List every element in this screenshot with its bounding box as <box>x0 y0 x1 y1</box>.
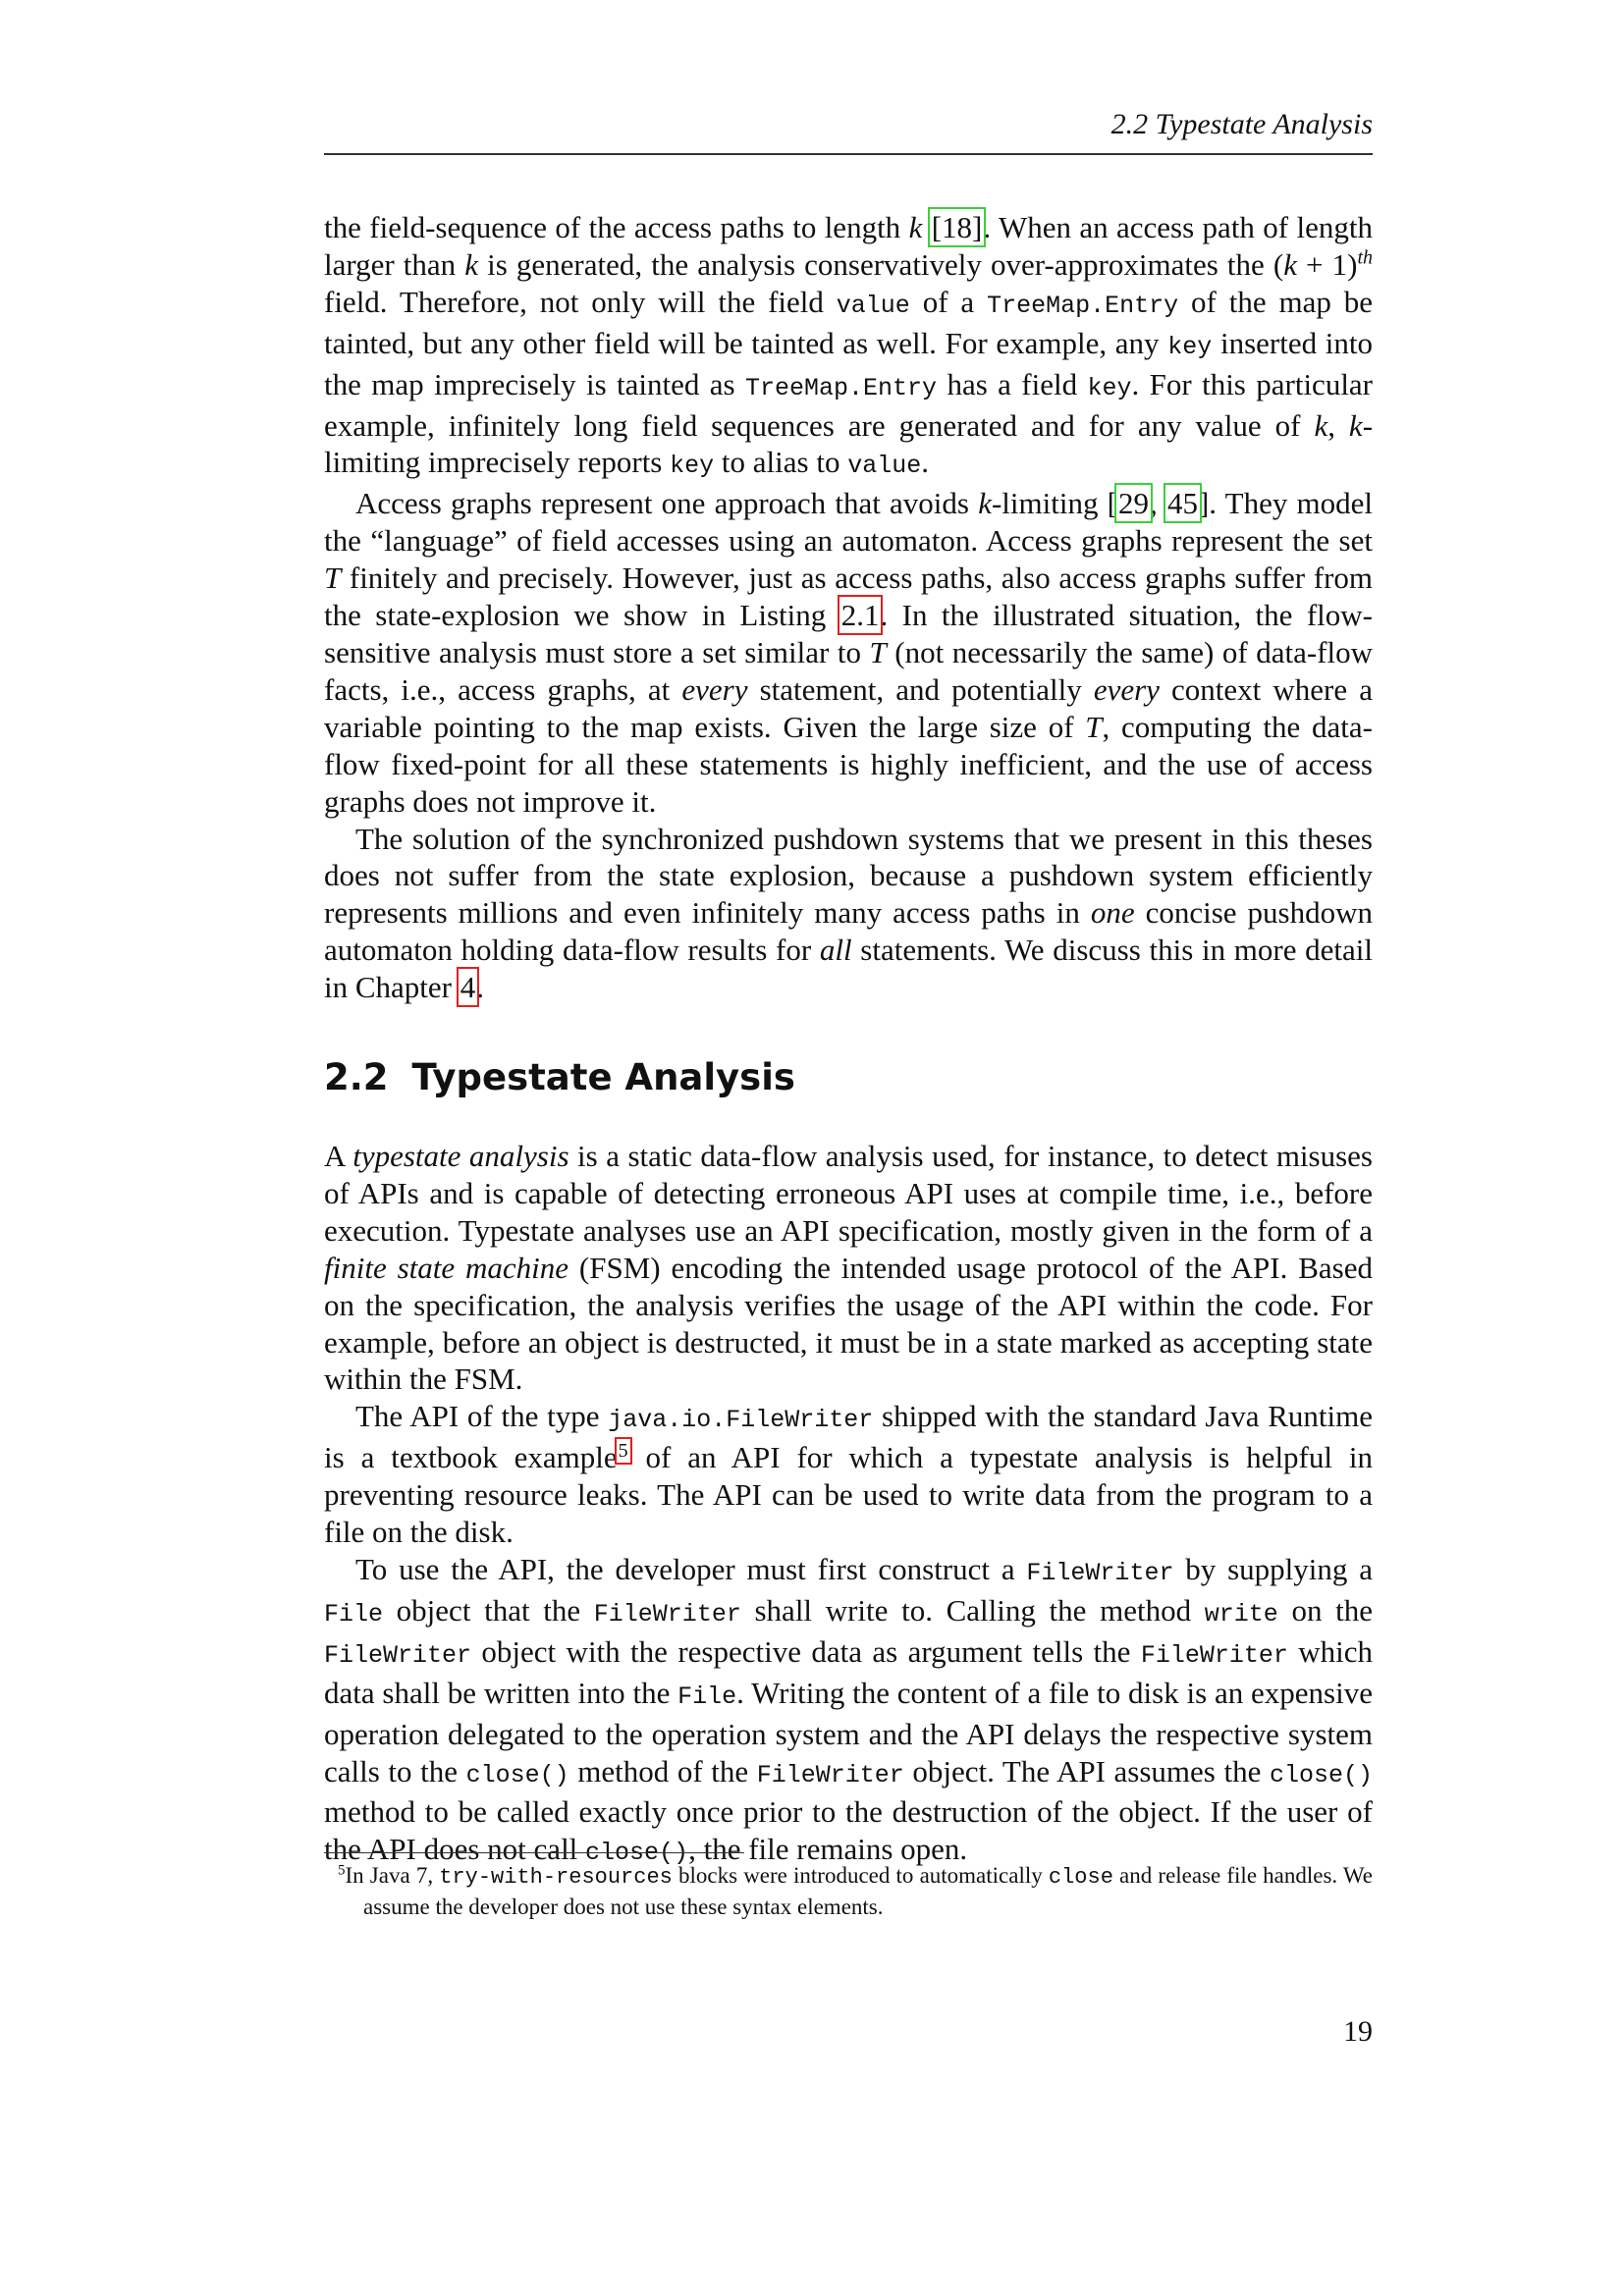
paragraph-typestate-definition: A typestate analysis is a static data-flow analysis used, for instance, to detect misuses of APIs and is capable of detecting erroneous API uses at compile time, i.e., before execution. Typestate analyses use an API specification, mostly given in the form of a finite state machine (FSM) encoding the intended usage protocol of the API. Based on the specification, the analysis verifies the usage of the API within the code. For example, before an object is destructed, it must be in a state marked as accepting state within the FSM. <box>324 1139 1374 1397</box>
citation-link[interactable]: 45 <box>1166 486 1198 521</box>
paragraph-pushdown-systems: The solution of the synchronized pushdown systems that we present in this theses does not suffer from the state explosion, because a pushdown system efficiently represents millions and even infinitely many access paths in one concise pushdown automaton holding data-flow results for all statements. We discuss this in more detail in Chapter 4. <box>324 821 1374 1005</box>
citation-link[interactable]: [18] <box>931 210 983 244</box>
paragraph-filewriter-example: The API of the type java.io.FileWriter shipped with the standard Java Runtime is a textbook example$^5$ of an API for which a typestate analysis is helpful in preventing resource leaks. The API can be used to write data from the program to a file on the disk. <box>324 1399 1374 1550</box>
section-heading <box>324 1055 1373 1100</box>
main-text <box>324 209 1373 1872</box>
chapter-reference-link[interactable]: 4 <box>460 970 476 1005</box>
footnote-reference-link[interactable]: 5 <box>618 1439 628 1462</box>
paragraph-access-graphs: Access graphs represent one approach that avoids k-limiting [29, 45]. They model the “language” of field accesses using an automaton. Access graphs represent the set T finitely and precisely. However, just as access paths, also access graphs suffer from the state-explosion we show in Listing 2.1. In the illustrated situation, the flow-sensitive analysis must store a set similar to T (not necessarily the same) of data-flow facts, i.e., access graphs, at every statement, and potentially every context where a variable pointing to the map exists. Given the large size of T, computing the data-flow fixed-point for all these statements is highly inefficient, and the use of access graphs does not improve it. <box>324 486 1374 819</box>
footnote <box>324 1861 1373 1922</box>
running-head-title: 2.2 Typestate Analysis <box>1110 108 1373 140</box>
footnote-divider <box>324 1852 744 1853</box>
citation-link[interactable]: 29 <box>1117 486 1149 521</box>
paragraph-k-limiting: the field-sequence of the access paths to length k [18]. When an access path of length larger than k is generated, the analysis conservatively over-approximates the $(k + 1)^{th}$ field. Therefore, not only will the field value of a TreeMap.Entry of the map be tainted, but any other field will be tainted as well. For example, any key inserted into the map imprecisely is tainted as TreeMap.Entry has a field key. For this particular example, infinitely long field sequences are generated and for any value of k, k-limiting imprecisely reports key to alias to value. <box>324 210 1374 481</box>
footnote-text: $^5$In Java 7, try-with-resources blocks were introduced to automatically close and release file handles. We assume the developer does not use these syntax elements. <box>338 1862 1373 1919</box>
section-number: 2.2 <box>324 1056 389 1099</box>
listing-reference-link[interactable]: 2.1 <box>840 598 880 633</box>
section-title: Typestate Analysis <box>411 1056 795 1099</box>
footnote-mark: 5 <box>338 1862 346 1879</box>
paragraph-filewriter-usage: To use the API, the developer must first construct a FileWriter by supplying a File object that the FileWriter shall write to. Calling the method write on the FileWriter object with the respective data as argument tells the FileWriter which data shall be written into the File. Writing the content of a file to disk is an expensive operation delegated to the operation system and the API delays the respective system calls to the close() method of the FileWriter object. The API assumes the close() method to be called exactly once prior to the destruction of the object. If the user of the API does not call close(), the file remains open. <box>324 1552 1373 1868</box>
page-number: 19 <box>1343 2015 1373 2048</box>
running-header <box>324 104 1373 155</box>
